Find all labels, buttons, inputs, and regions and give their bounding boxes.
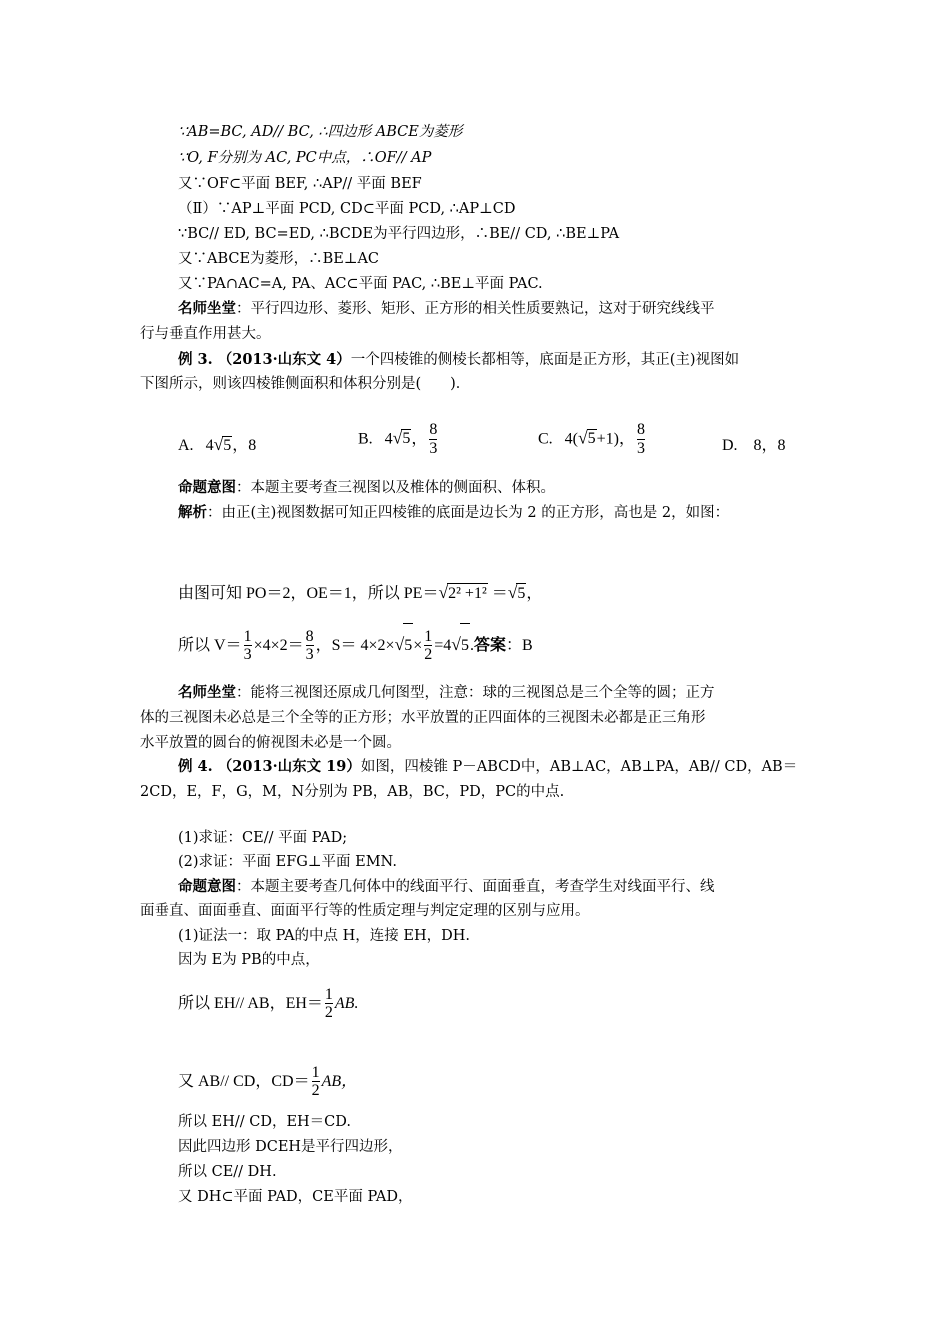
calc2-mid2: ，S＝ 4×2× xyxy=(315,637,395,654)
tip1-text-1: ：平行四边形、菱形、矩形、正方形的相关性质要熟记，这对于研究线线平 xyxy=(236,301,715,317)
proof-line-4: （Ⅱ）∵AP⊥平面 PCD, CD⊂平面 PCD, ∴AP⊥CD xyxy=(178,201,516,217)
proof4-l3-pre: 所以 EH// AB，EH＝ xyxy=(178,995,323,1012)
tip2-line-3: 水平放置的圆台的俯视图未必是一个圆。 xyxy=(140,735,401,751)
proof4-line-3 xyxy=(178,982,358,1026)
question-2: (2)求证：平面 EFG⊥平面 EMN. xyxy=(178,854,397,870)
option-b-sep: ， xyxy=(411,430,428,448)
proof-line-2: ∵O, F分别为 AC, PC中点，∴OF// AP xyxy=(178,150,432,166)
proof-line-3: 又∵OF⊂平面 BEF, ∴AP// 平面 BEF xyxy=(178,176,422,192)
proof-line-5: ∵BC// ED, BC=ED, ∴BCDE为平行四边形，∴BE// CD, ∴BE⊥PA xyxy=(178,226,620,242)
question-1: (1)求证：CE// 平面 PAD; xyxy=(178,830,348,846)
calc2-mid5: . xyxy=(469,637,474,654)
ex4-line-2: 2CD，E，F，G，M，N分别为 PB，AB，BC，PD，PC的中点. xyxy=(140,784,565,800)
analysis3-label: 解析 xyxy=(178,504,207,521)
intent4-text-1: ：本题主要考查几何体中的线面平行、面面垂直，考查学生对线面平行、线 xyxy=(236,879,715,895)
ex4-text-1: 如图，四棱锥 P－ABCD中，AB⊥AC，AB⊥PA，AB// CD，AB＝ xyxy=(360,759,798,775)
option-a-radicand: 5 xyxy=(223,437,232,454)
calc2-mid1: ×4×2＝ xyxy=(253,637,304,654)
option-d: D. 8，8 xyxy=(722,437,786,454)
intent4-line-2: 面垂直、面面垂直、面面平行等的性质定理与判定定理的区别与应用。 xyxy=(140,903,590,919)
option-c xyxy=(538,422,647,458)
sqrt-sign: √ xyxy=(507,582,518,602)
analysis3-line xyxy=(178,503,729,523)
fraction-1-2 xyxy=(312,1065,320,1101)
option-c-sep: ， xyxy=(619,430,636,448)
proof4-l3-post: AB. xyxy=(334,995,359,1012)
option-c-coef: 4( xyxy=(564,430,578,448)
fraction-1-3 xyxy=(244,629,252,665)
intent4-label: 命题意图 xyxy=(178,878,236,895)
proof-line-1: ∵AB=BC, AD// BC, ∴四边形 ABCE为菱形 xyxy=(178,124,463,140)
numerator: 8 xyxy=(305,627,314,645)
tip1-line-2: 行与垂直作用甚大。 xyxy=(140,326,271,342)
fraction-8-3 xyxy=(306,629,314,665)
calc2-mid3: × xyxy=(413,637,423,654)
option-a-tail: ，8 xyxy=(232,437,257,454)
denominator: 2 xyxy=(424,646,433,664)
calc1-pre: 由图可知 PO＝2，OE＝1，所以 PE＝ xyxy=(178,585,439,602)
option-c-label: C. xyxy=(538,430,553,448)
proof4-l4-post: AB， xyxy=(321,1073,358,1090)
ex3-text-1: 一个四棱锥的侧棱长都相等，底面是正方形，其正(主)视图如 xyxy=(350,352,740,368)
sqrt-sign: √ xyxy=(438,582,449,602)
numerator: 8 xyxy=(637,421,646,438)
sqrt-sign: √ xyxy=(451,634,461,654)
intent3-label: 命题意图 xyxy=(178,479,236,496)
calc1-end: ， xyxy=(526,585,543,602)
proof4-line-1: (1)证法一：取 PA的中点 H，连接 EH，DH. xyxy=(178,928,471,944)
calc2-pre: 所以 V＝ xyxy=(178,637,242,654)
tip1-line-1 xyxy=(178,299,715,319)
denominator: 2 xyxy=(311,1082,320,1100)
sqrt-sign: √ xyxy=(578,427,588,448)
ex3-label: 例 3. （2013·山东文 4） xyxy=(178,351,351,368)
ex3-line-2: 下图所示，则该四棱锥侧面积和体积分别是( )． xyxy=(140,376,471,392)
ex4-line-1 xyxy=(178,757,797,777)
denominator: 3 xyxy=(305,646,314,664)
option-b-coef: 4 xyxy=(384,430,393,448)
sqrt-sign: √ xyxy=(392,427,403,448)
proof4-line-7: 所以 CE// DH. xyxy=(178,1164,277,1180)
analysis3-text: ：由正(主)视图数据可知正四棱锥的底面是边长为 2 的正方形，高也是 2，如图： xyxy=(207,505,730,521)
proof4-line-6: 因此四边形 DCEH是平行四边形， xyxy=(178,1139,403,1155)
intent3-text: ：本题主要考查三视图以及椎体的侧面积、体积。 xyxy=(236,480,555,496)
numerator: 1 xyxy=(243,627,252,645)
denominator: 2 xyxy=(324,1004,333,1022)
proof4-line-2: 因为 E为 PB的中点， xyxy=(178,952,320,968)
ex3-line-1 xyxy=(178,350,739,370)
option-c-radicand: 5 xyxy=(587,430,596,448)
answer-label: 答案 xyxy=(473,637,506,654)
sqrt-sign: √ xyxy=(394,634,405,654)
ex4-label: 例 4. （2013·山东文 19） xyxy=(178,758,361,775)
calc-line-1 xyxy=(178,582,542,604)
option-a-coef: 4 xyxy=(205,437,214,454)
numerator: 1 xyxy=(324,985,333,1003)
proof-line-7: 又∵PA∩AC=A, PA、AC⊂平面 PAC, ∴BE⊥平面 PAC. xyxy=(178,276,543,292)
proof4-line-8: 又 DH⊂平面 PAD，CE平面 PAD， xyxy=(178,1189,413,1205)
calc2-radicand-2: 5 xyxy=(460,623,470,668)
answer-value: ：B xyxy=(505,637,533,654)
tip2-line-2: 体的三视图未必总是三个全等的正方形；水平放置的正四面体的三视图未必都是正三角形 xyxy=(140,710,706,726)
intent4-line-1 xyxy=(178,877,715,897)
calc1-result: 5 xyxy=(517,585,526,602)
calc-line-2 xyxy=(178,622,533,668)
tip1-label: 名师坐堂 xyxy=(178,300,236,317)
option-b-fraction xyxy=(429,422,437,458)
option-b xyxy=(358,422,439,458)
tip2-line-1 xyxy=(178,683,715,703)
denominator: 3 xyxy=(429,439,438,457)
option-c-fraction xyxy=(637,422,645,458)
option-a xyxy=(178,432,256,455)
proof4-l4-pre: 又 AB// CD，CD＝ xyxy=(178,1073,310,1090)
fraction-1-2 xyxy=(424,629,432,665)
option-c-tail: +1) xyxy=(596,430,620,448)
ex3-options xyxy=(0,422,950,472)
numerator: 8 xyxy=(429,421,438,438)
numerator: 1 xyxy=(311,1063,320,1081)
tip2-text-1: ：能将三视图还原成几何图型，注意：球的三视图总是三个全等的圆；正方 xyxy=(236,685,715,701)
numerator: 1 xyxy=(424,627,433,645)
option-b-label: B. xyxy=(358,430,373,448)
calc2-radicand-1: 5 xyxy=(403,623,413,668)
sqrt-sign: √ xyxy=(213,434,224,454)
calc1-eq: ＝ xyxy=(487,585,508,602)
fraction-1-2 xyxy=(325,987,333,1023)
option-b-radicand: 5 xyxy=(402,430,411,448)
intent3-line xyxy=(178,478,555,498)
tip2-label: 名师坐堂 xyxy=(178,684,236,701)
denominator: 3 xyxy=(243,646,252,664)
proof4-line-4 xyxy=(178,1060,357,1104)
calc2-mid4: =4 xyxy=(434,637,452,654)
denominator: 3 xyxy=(637,439,646,457)
calc1-radicand: 2² +1² xyxy=(448,585,487,602)
proof-line-6: 又∵ABCE为菱形，∴BE⊥AC xyxy=(178,251,380,267)
proof4-line-5: 所以 EH// CD，EH＝CD. xyxy=(178,1114,351,1130)
option-a-label: A. xyxy=(178,437,194,454)
